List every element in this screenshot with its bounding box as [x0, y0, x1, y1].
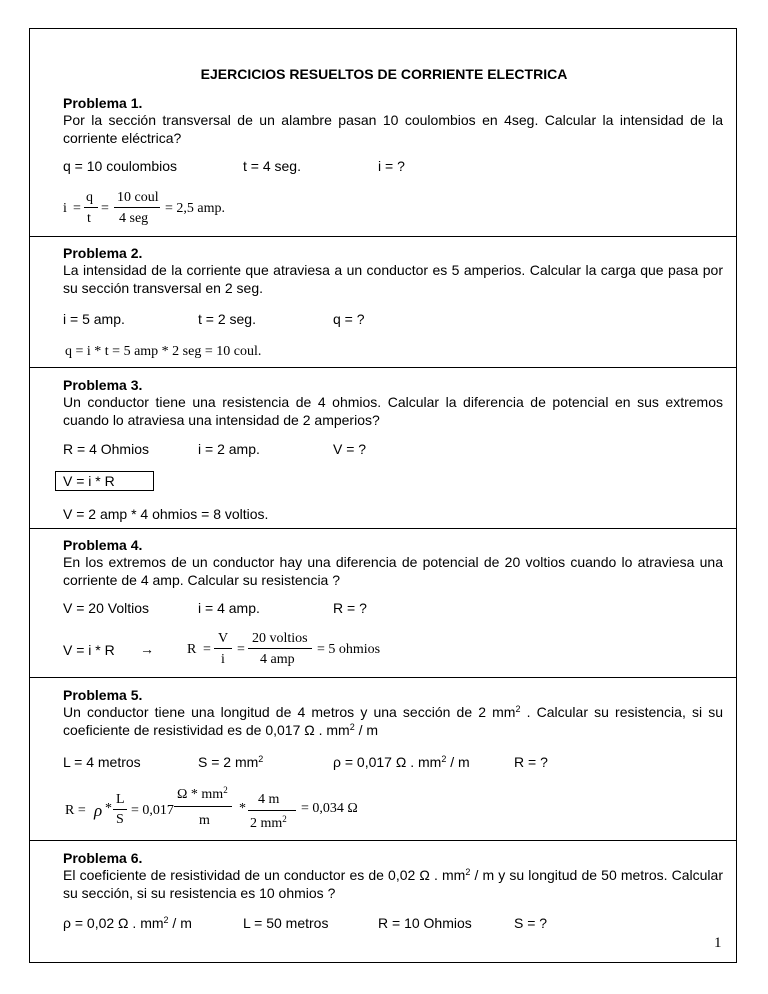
problem-5-unknown-r: R = ? — [514, 754, 548, 770]
ohm-law-formula: V = i * R — [63, 473, 115, 489]
formula-numerator: L — [116, 792, 125, 807]
formula-denominator: t — [87, 211, 91, 226]
formula-symbol: R = — [65, 803, 86, 818]
formula-denominator: i — [221, 652, 225, 667]
formula-coefficient: = 0,017 — [131, 803, 174, 818]
problem-5-given-s: S = 2 $mm^2$ — [198, 754, 264, 770]
formula-denominator: 4 seg — [119, 211, 149, 226]
problem-2-given-t: t = 2 seg. — [198, 311, 256, 327]
formula-numerator: 20 voltios — [252, 631, 308, 646]
formula-result: = 0,034 Ω — [301, 801, 358, 816]
formula-denominator: S — [116, 812, 124, 827]
problem-5-given-l: L = 4 metros — [63, 754, 141, 770]
problem-6-given-rho: ρ = 0,02 Ω . $mm^2$ / m — [63, 915, 192, 931]
problem-3-given-i: i = 2 amp. — [198, 441, 260, 457]
formula-times: * — [239, 801, 246, 816]
problem-5-heading: Problema 5. — [63, 687, 143, 703]
problem-1-unknown-i: i = ? — [378, 158, 405, 174]
section-divider — [29, 840, 737, 841]
formula-times: * — [105, 801, 112, 816]
formula-numerator: V — [218, 631, 229, 646]
section-divider — [29, 367, 737, 368]
problem-1-statement: Por la sección transversal de un alambre pasan 10 coulombios en 4seg. Calcular la intensidad de la corriente eléctrica? — [63, 112, 723, 146]
formula-equals: = — [73, 201, 81, 216]
problem-2-statement: La intensidad de la corriente que atraviesa a un conductor es 5 amperios. Calcular la carga que pasa por su sección transversal en 2 seg. — [63, 262, 723, 296]
formula-result: = 5 ohmios — [317, 642, 381, 657]
problem-2-heading: Problema 2. — [63, 245, 143, 261]
problem-6-given-l: L = 50 metros — [243, 915, 329, 931]
problem-3-result: V = 2 amp * 4 ohmios = 8 voltios. — [63, 506, 269, 522]
formula-numerator: q — [86, 190, 93, 205]
formula-numerator: 4 m — [258, 792, 280, 807]
section-divider — [29, 677, 737, 678]
formula-denominator: 4 amp — [260, 652, 295, 667]
problem-4-given-v: V = 20 Voltios — [63, 600, 150, 616]
formula-rho: ρ — [94, 801, 103, 820]
formula-unit-denominator: m — [199, 813, 210, 828]
document-title: EJERCICIOS RESUELTOS DE CORRIENTE ELECTRICA — [200, 66, 568, 82]
problem-1-given-q: q = 10 coulombios — [63, 158, 178, 174]
section-divider — [29, 236, 737, 237]
formula-numerator: 10 coul — [117, 190, 159, 205]
problem-3-heading: Problema 3. — [63, 377, 143, 393]
formula-equals: = — [101, 201, 109, 216]
formula-symbol: R — [187, 642, 197, 657]
problem-3-unknown-v: V = ? — [333, 441, 367, 457]
problem-6-heading: Problema 6. — [63, 850, 143, 866]
problem-4-heading: Problema 4. — [63, 537, 143, 553]
problem-6-statement: El coeficiente de resistividad de un conductor es de 0,02 Ω . $mm^2$ / m y su longitud de 50 metros. Calcular su sección, si su resistencia es 10 ohmios ? — [63, 867, 723, 901]
problem-3-statement: Un conductor tiene una resistencia de 4 ohmios. Calcular la diferencia de potencial en sus extremos cuando lo atraviesa una intensidad de 2 amperios? — [63, 394, 723, 428]
problem-4-statement: En los extremos de un conductor hay una diferencia de potencial de 20 voltios cuando lo atraviesa una corriente de 4 amp. Calcular su resistencia ? — [63, 554, 723, 588]
problem-5-statement: Un conductor tiene una longitud de 4 metros y una sección de 2 $mm^2$ . Calcular su resistencia, si su coeficiente de resistividad es de 0,017 Ω . $mm^2$ / m — [63, 704, 723, 738]
problem-2-given-i: i = 5 amp. — [63, 311, 125, 327]
formula-result: = 2,5 amp. — [165, 201, 225, 216]
formula-equals: = — [237, 642, 245, 657]
formula-symbol: i — [63, 201, 67, 216]
page-number: 1 — [714, 935, 722, 951]
formula-equals: = — [203, 642, 211, 657]
ohm-law-formula: V = i * R — [63, 642, 115, 658]
problem-6-unknown-s: S = ? — [514, 915, 548, 931]
problem-6-given-r: R = 10 Ohmios — [378, 915, 472, 931]
problem-1-given-t: t = 4 seg. — [243, 158, 301, 174]
formula-denominator: 2 $mm^2$ — [250, 814, 287, 831]
problem-5-given-rho: ρ = 0,017 Ω . $mm^2$ / m — [333, 754, 470, 770]
problem-2-unknown-q: q = ? — [333, 311, 365, 327]
section-divider — [29, 528, 737, 529]
problem-1-heading: Problema 1. — [63, 95, 143, 111]
arrow-right-icon: → — [140, 641, 154, 657]
problem-4-unknown-r: R = ? — [333, 600, 367, 616]
formula-unit-numerator: Ω * $mm^2$ — [177, 785, 228, 802]
problem-4-given-i: i = 4 amp. — [198, 600, 260, 616]
problem-3-given-r: R = 4 Ohmios — [63, 441, 149, 457]
problem-2-formula: q = i * t = 5 amp * 2 seg = 10 coul. — [65, 344, 262, 359]
